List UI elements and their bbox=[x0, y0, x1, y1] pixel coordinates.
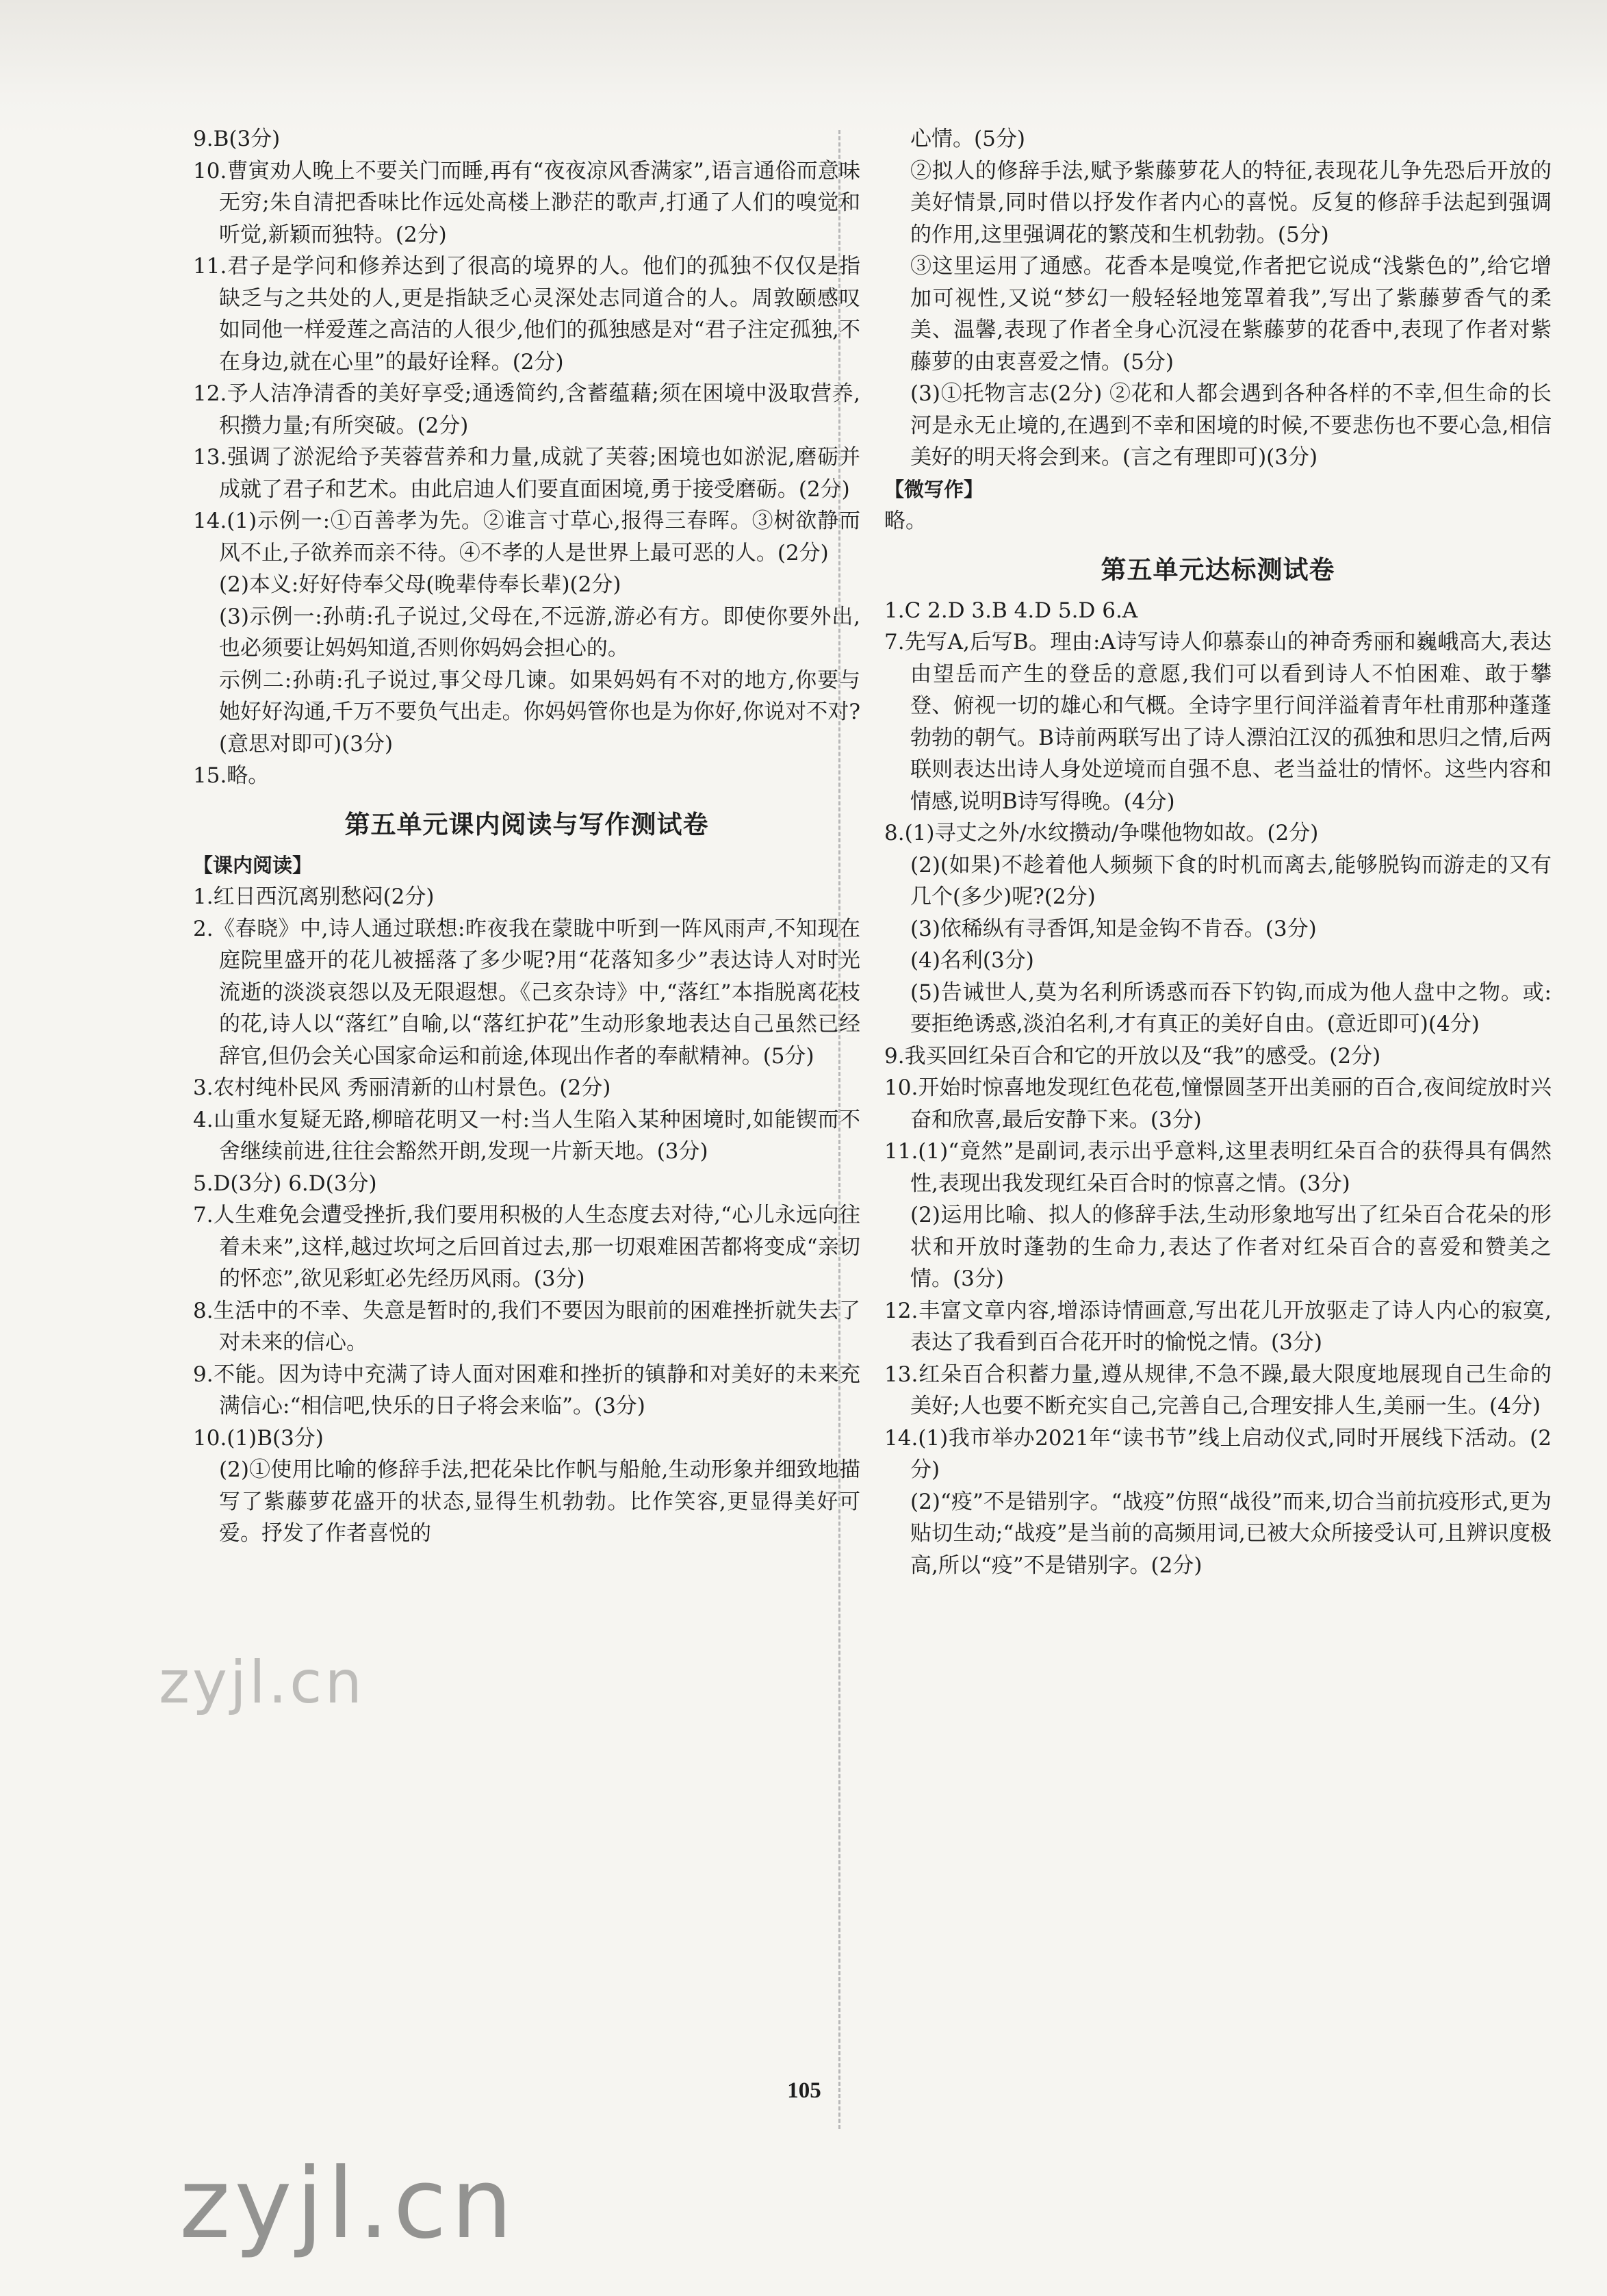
answer-item: 2.《春晓》中,诗人通过联想:昨夜我在蒙眬中听到一阵风雨声,不知现在庭院里盛开的花儿被摇落了多少呢?用“花落知多少”表达诗人对时光流逝的淡淡哀怨以及无限遐想。《己亥杂诗》中,“落红”本指脱离花枝的花,诗人以“落红”自喻,以“落红护花”生动形象地表达自己虽然已经辞官,但仍会关心国家命运和前途,体现出作者的奉献精神。(5分) bbox=[193, 916, 860, 1069]
answer-item: 10.(1)B(3分) bbox=[193, 1425, 324, 1451]
answer-item: 4.山重水复疑无路,柳暗花明又一村:当人生陷入某种困境时,如能锲而不舍继续前进,往往会豁然开朗,发现一片新天地。(3分) bbox=[193, 1107, 860, 1164]
answer-item: 9.我买回红朵百合和它的开放以及“我”的感受。(2分) bbox=[884, 1043, 1381, 1069]
answer-subitem: (5)告诫世人,莫为名利所诱惑而吞下钓钩,而成为他人盘中之物。或:要拒绝诱惑,淡泊名利,才有真正的美好自由。(意近即可)(4分) bbox=[910, 980, 1552, 1036]
answer-item: 13.强调了淤泥给予芙蓉营养和力量,成就了芙蓉;困境也如淤泥,磨砺并成就了君子和艺术。由此启迪人们要直面困境,勇于接受磨砺。(2分) bbox=[193, 445, 860, 502]
answer-item: 7.人生难免会遭受挫折,我们要用积极的人生态度去对待,“心儿永远向往着未来”,这样,越过坎坷之后回首过去,那一切艰难困苦都将变成“亲切的怀恋”,欲见彩虹必先经历风雨。(3分) bbox=[193, 1203, 860, 1291]
answer-subitem: (3)①托物言志(2分) ②花和人都会遇到各种各样的不幸,但生命的长河是永无止境的,在遇到不幸和困境的时候,不要悲伤也不要心急,相信美好的明天将会到来。(言之有理即可)(3分) bbox=[910, 381, 1552, 470]
answer-item: 13.红朵百合积蓄力量,遵从规律,不急不躁,最大限度地展现自己生命的美好;人也要不断充实自己,完善自己,合理安排人生,美丽一生。(4分) bbox=[884, 1362, 1552, 1418]
answer-subitem: (2)本义:好好侍奉父母(晚辈侍奉长辈)(2分) bbox=[219, 572, 621, 597]
answer-item: 1.红日西沉离别愁闷(2分) bbox=[193, 884, 435, 909]
answer-item: 11.君子是学问和修养达到了很高的境界的人。他们的孤独不仅仅是指缺乏与之共处的人,更是指缺乏心灵深处志同道合的人。周敦颐感叹如同他一样爱莲之高洁的人很少,他们的孤独感是对“君子注定孤独,不在身边,就在心里”的最好诠释。(2分) bbox=[193, 254, 860, 374]
answer-item: 9.不能。因为诗中充满了诗人面对困难和挫折的镇静和对美好的未来充满信心:“相信吧,快乐的日子将会来临”。(3分) bbox=[193, 1362, 860, 1418]
answer-subitem: (4)名利(3分) bbox=[910, 948, 1034, 973]
answer-item: 14.(1)示例一:①百善孝为先。②谁言寸草心,报得三春晖。③树欲静而风不止,子欲养而亲不待。④不孝的人是世界上最可恶的人。(2分) bbox=[193, 509, 860, 565]
section-label: 【微写作】 bbox=[884, 477, 984, 501]
answer-subitem: 示例二:孙萌:孔子说过,事父母几谏。如果妈妈有不对的地方,你要与她好好沟通,千万不要负气出走。你妈妈管你也是为你好,你说对不对?(意思对即可)(3分) bbox=[219, 667, 860, 756]
answer-subitem: ②拟人的修辞手法,赋予紫藤萝花人的特征,表现花儿争先恐后开放的美好情景,同时借以抒发作者内心的喜悦。反复的修辞手法起到强调的作用,这里强调花的繁茂和生机勃勃。(5分) bbox=[910, 158, 1552, 247]
test-title: 第五单元达标测试卷 bbox=[1101, 554, 1335, 585]
answer-item: 10.曹寅劝人晚上不要关门而睡,再有“夜夜凉风香满家”,语言通俗而意味无穷;朱自清把香味比作远处高楼上渺茫的歌声,打通了人们的嗅觉和听觉,新颖而独特。(2分) bbox=[193, 158, 860, 247]
scan-top-shading bbox=[0, 0, 1607, 137]
answer-subitem: (3)依稀纵有寻香饵,知是金钩不肯吞。(3分) bbox=[910, 916, 1317, 941]
answer-item: 11.(1)“竟然”是副词,表示出乎意料,这里表明红朵百合的获得具有偶然性,表现出我发现红朵百合时的惊喜之情。(3分) bbox=[884, 1139, 1552, 1196]
answer-item: 9.B(3分) bbox=[193, 127, 281, 151]
answer-subitem: ③这里运用了通感。花香本是嗅觉,作者把它说成“浅紫色的”,给它增加可视性,又说“梦幻一般轻轻地笼罩着我”,写出了紫藤萝香气的柔美、温馨,表现了作者全身心沉浸在紫藤萝的花香中,表现了作者对紫藤萝的由衷喜爱之情。(5分) bbox=[910, 254, 1552, 374]
answer-item: 7.先写A,后写B。理由:A诗写诗人仰慕泰山的神奇秀丽和巍峨高大,表达由望岳而产生的登岳的意愿,我们可以看到诗人不怕困难、敢于攀登、俯视一切的雄心和气概。全诗字里行间洋溢着青年杜甫那种蓬蓬勃勃的朝气。B诗前两联写出了诗人漂泊江汉的孤独和思归之情,后两联则表达出诗人身处逆境而自强不息、老当益壮的情怀。这些内容和情感,说明B诗写得晚。(4分) bbox=[884, 630, 1552, 814]
column-divider bbox=[838, 130, 840, 2129]
answer-subitem: (2)①使用比喻的修辞手法,把花朵比作帆与船舱,生动形象并细致地描写了紫藤萝花盛开的状态,显得生机勃勃。比作笑容,更显得美好可爱。抒发了作者喜悦的 bbox=[219, 1457, 860, 1546]
answer-item: 12.丰富文章内容,增添诗情画意,写出花儿开放驱走了诗人内心的寂寞,表达了我看到百合花开时的愉悦之情。(3分) bbox=[884, 1298, 1552, 1355]
test-title: 第五单元课内阅读与写作测试卷 bbox=[344, 809, 709, 839]
answer-line: 1.C 2.D 3.B 4.D 5.D 6.A bbox=[884, 598, 1138, 623]
answer-item: 5.D(3分) 6.D(3分) bbox=[193, 1171, 377, 1196]
answer-subitem: (2)“疫”不是错别字。“战疫”仿照“战役”而来,切合当前抗疫形式,更为贴切生动;“战疫”是当前的高频用词,已被大众所接受认可,且辨识度极高,所以“疫”不是错别字。(2分) bbox=[910, 1489, 1552, 1578]
answer-item: 3.农村纯朴民风 秀丽清新的山村景色。(2分) bbox=[193, 1075, 611, 1100]
left-column bbox=[193, 123, 860, 1550]
watermark-bottom: zyjl.cn bbox=[179, 2147, 517, 2260]
right-column bbox=[884, 123, 1552, 1581]
answer-item: 14.(1)我市举办2021年“读书节”线上启动仪式,同时开展线下活动。(2分) bbox=[884, 1425, 1552, 1482]
answer-item: 8.生活中的不幸、失意是暂时的,我们不要因为眼前的困难挫折就失去了对未来的信心。 bbox=[193, 1298, 860, 1355]
answer-subitem: (3)示例一:孙萌:孔子说过,父母在,不远游,游必有方。即使你要外出,也必须要让妈妈知道,否则你妈妈会担心的。 bbox=[219, 604, 860, 661]
answer-item: 12.予人洁净清香的美好享受;通透简约,含蓄蕴藉;须在困境中汲取营养,积攒力量;有所突破。(2分) bbox=[193, 381, 860, 438]
answer-subitem: (2)(如果)不趁着他人频频下食的时机而离去,能够脱钩而游走的又有几个(多少)呢?(2分) bbox=[910, 852, 1552, 909]
answer-item: 8.(1)寻丈之外/水纹攒动/争喋他物如故。(2分) bbox=[884, 821, 1319, 845]
watermark-middle: zyjl.cn bbox=[159, 1648, 365, 1717]
answer-line: 略。 bbox=[884, 509, 927, 533]
page-number: 105 bbox=[787, 2078, 821, 2103]
answer-subitem: (2)运用比喻、拟人的修辞手法,生动形象地写出了红朵百合花朵的形状和开放时蓬勃的生命力,表达了作者对红朵百合的喜爱和赞美之情。(3分) bbox=[910, 1203, 1552, 1291]
section-label: 【课内阅读】 bbox=[193, 853, 313, 877]
answer-item: 15.略。 bbox=[193, 763, 270, 788]
answer-item: 10.开始时惊喜地发现红色花苞,憧憬圆茎开出美丽的百合,夜间绽放时兴奋和欣喜,最后安静下来。(3分) bbox=[884, 1075, 1552, 1132]
answer-continuation: 心情。(5分) bbox=[910, 127, 1025, 151]
